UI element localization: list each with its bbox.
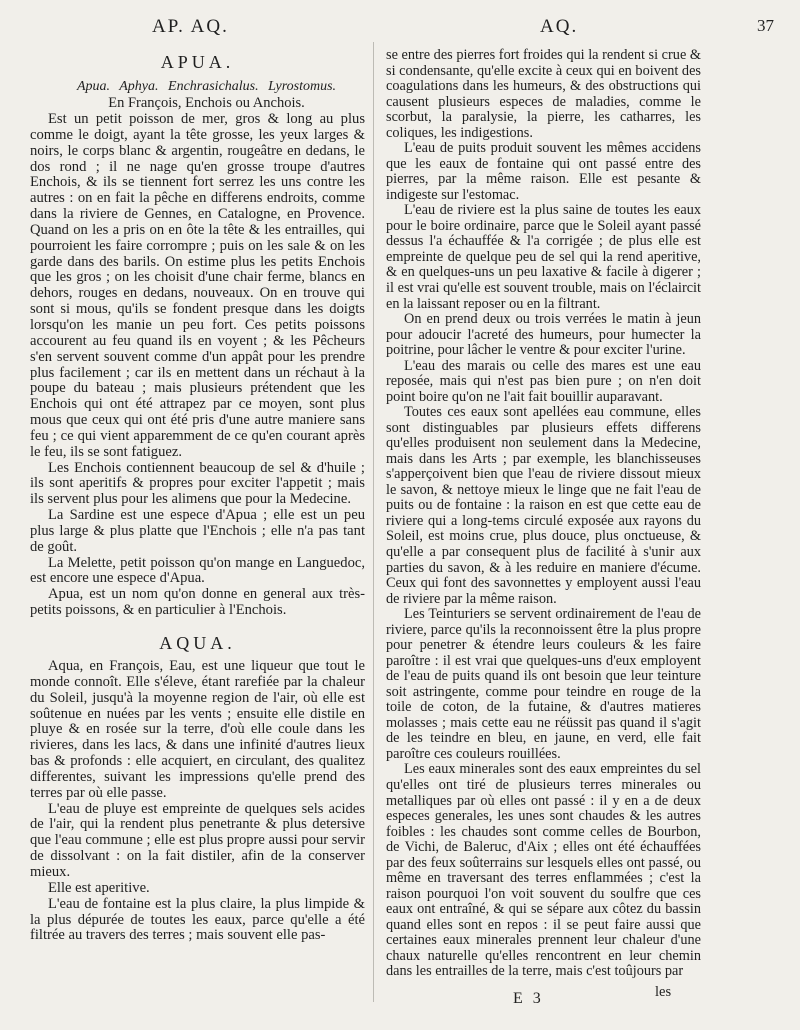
apua-title: APUA.	[160, 52, 235, 72]
apua-french-name: En François, Enchois ou Anchois.	[108, 95, 305, 111]
aqua-continuation-4: On en prend deux ou trois verrées le matin à jeun pour adoucir l'acreté des humeurs, pour humecter la poitrine, pour lâcher le ventre & pour exciter l'urine.	[386, 311, 701, 359]
aqua-continuation-1: se entre des pierres fort froides qui la rendent si crue & si condensante, qu'elle excite à ceux qui en boivent des coagulations dans les humeurs, & des obstructions qui causent plusieurs especes de maladies, comme le scorbut, la paralysie, la pierre, les catharres, les coliques, les indigestions.	[386, 47, 701, 141]
aqua-continuation-3: L'eau de riviere est la plus saine de toutes les eaux pour le boire ordinaire, parce que le Soleil ayant passé dessus l'a échauffée & l'a corrigée ; de plus elle est empreinte de quelque peu de sel qui la rend aperitive, & en quelques-uns un peu laxative & facile à digerer ; il est vrai qu'elle est souvent trouble, mais on l'éclaircit en la laissant reposer ou en la filtrant.	[386, 202, 701, 312]
apua-paragraph-5: Apua, est un nom qu'on donne en general aux très-petits poissons, & en particulier à l'Enchois.	[30, 586, 365, 619]
header-left: AP. AQ.	[152, 16, 229, 37]
apua-paragraph-2: Les Enchois contiennent beaucoup de sel & d'huile ; ils sont aperitifs & propres pour exciter l'appetit ; mais ils servent plus pour les alimens que pour la Medecine.	[30, 459, 365, 508]
signature-mark: E 3	[513, 990, 544, 1007]
header-right: AQ.	[540, 16, 579, 37]
aqua-paragraph-3: Elle est aperitive.	[48, 879, 150, 896]
running-header	[0, 14, 800, 42]
catchword: les	[655, 984, 672, 1000]
aqua-continuation-7: Les Teinturiers se servent ordinairement de l'eau de riviere, parce qu'ils la reconnoissent être la plus propre pour penetrer & étendre leurs couleurs & les faire paroître : il est vrai que quelques-uns d'eux employent de l'eau de puits quand ils ont besoin que leur teinture soit astringente, comme pour teindre en rouge de la toile de coton, de la futaine, & d'autres matieres molasses ; mais cette eau ne réüssit pas quand il s'agit de les teindre en bleu, en jaune, en verd, elle fait paroître ces couleurs rouillées.	[386, 606, 701, 762]
right-column	[386, 48, 701, 980]
apua-paragraph-3: La Sardine est une espece d'Apua ; elle est un peu plus large & plus platte que l'Enchois ; elle n'a pas tant de goût.	[30, 507, 365, 555]
aqua-continuation-2: L'eau de puits produit souvent les mêmes accidens que les eaux de fontaine qui ont passé entre des pierres, par la même raison. Elle est pesante & indigeste sur l'estomac.	[386, 140, 701, 203]
aqua-title: AQUA.	[159, 633, 236, 653]
aqua-continuation-6: Toutes ces eaux sont apellées eau commune, elles sont distinguables par plusieurs effets differens qu'elles produisent non seulement dans la Medecine, mais dans les Arts ; par exemple, les blanchisseuses s'apperçoivent bien que l'eau de riviere dissout mieux le savon, & nettoye mieux le linge que ne fait l'eau de puits ou de fontaine : la raison en est que cette eau de riviere qui a long-tems circulé exposée aux rayons du Soleil, est moins crue, plus douce, plus onctueuse, & qu'elle a par consequent plus de facilité à s'unir aux parties du savon, & à les reduire en maniere d'écume. Ceux qui font des savonnettes y employent aussi l'eau de riviere par la même raison.	[386, 404, 701, 607]
aqua-paragraph-1: Aqua, en François, Eau, est une liqueur que tout le monde connoît. Elle s'éleve, étant rarefiée par la chaleur du Soleil, jusqu'à la moyenne region de l'air, où elle est soûtenue en nuées par les vents ; ensuite elle distile en pluye & en rosée sur la terre, d'où elle coule dans les rivieres, dans les lacs, & dans une infinité d'autres lieux bas & profonds : elle acquiert, en circulant, des qualitez differentes, suivant les impressions qu'elle prend des terres par où elle passe.	[30, 658, 365, 801]
apua-paragraph-4: La Melette, petit poisson qu'on mange en Languedoc, est encore une espece d'Apua.	[30, 554, 365, 587]
apua-paragraph-1: Est un petit poisson de mer, gros & long au plus comme le doigt, ayant la tête grosse, les yeux larges & noirs, le corps blanc & argentin, rougeâtre en dedans, le dos rond ; il ne nage qu'en grosse troupe d'autres Enchois, & ils se tiennent fort serrez les uns contre les autres : on en fait la pêche en differens endroits, comme dans la riviere de Gennes, en Catalogne, en Provence. Quand on les a pris on en ôte la tête & les entrailles, qui pourroient les faire corrompre ; puis on les sale & on les garde dans des barils. On estime plus les petits Enchois que les gros ; on les choisit d'une chair ferme, blancs en dehors, rouges en dedans, nouveaux. On en trouve qui sont si mous, qu'ils se fondent presque dans les doigts lorsqu'on les manie un peu fort. Ces petits poissons accourent au feu quand ils en voyent ; & les Pêcheurs s'en servent souvent comme d'un appât pour les prendre plus facilement ; car ils en mettent dans un réchaut à la poupe du bateau ; mais plusieurs prétendent que les Enchois qui ont été attrapez par ce moyen, sont plus mous que ceux qui ont été pris d'une autre maniere sans feu ; ce qui vient apparemment de ce qu'en courant après le feu, ils se sont fatiguez.	[30, 111, 365, 460]
left-column	[30, 48, 365, 944]
aqua-continuation-5: L'eau des marais ou celle des mares est une eau reposée, mais qui n'est pas bien pure ; on n'en doit point boire qu'on ne l'ait fait bouillir auparavant.	[386, 357, 701, 405]
aqua-continuation-8: Les eaux minerales sont des eaux empreintes du sel qu'elles ont tiré de plusieurs terres minerales ou metalliques par où elles ont passé : il y en a de deux especes generales, les unes sont chaudes & les autres foibles : les chaudes sont comme celles de Bourbon, de Vichi, de Baleruc, d'Aix ; elles ont été échauffées par des feux soûterrains sur lesquels elles ont passé, ou même en traversant des terres enflammées ; c'est la raison pourquoi l'on voit souvent du soulfre que ces eaux ont entraîné, & qui se sépare aux côtez du bassin quand elles sont en repos : il se peut faire aussi que certaines eaux minerales prennent leur chaleur d'une chaux naturelle qu'elles rencontrent en leur chemin dans les entrailles de la terre, mais c'est toûjours par	[386, 761, 701, 980]
apua-synonyms: Apua. Aphya. Enchrasichalus. Lyrostomus.	[76, 79, 337, 94]
page-number: 37	[757, 16, 774, 35]
page-footer	[0, 984, 800, 1020]
aqua-paragraph-4: L'eau de fontaine est la plus claire, la plus limpide & la plus dépurée de toutes les eaux, parce qu'elle a été filtrée au travers des terres ; mais souvent elle pas-	[30, 895, 365, 944]
aqua-paragraph-2: L'eau de pluye est empreinte de quelques sels acides de l'air, qui la rendent plus penetrante & plus detersive que l'eau commune ; elle est plus propre aussi pour servir de dissolvant : on la fait distiler, afin de la conserver mieux.	[30, 800, 365, 880]
column-divider	[373, 42, 374, 1002]
